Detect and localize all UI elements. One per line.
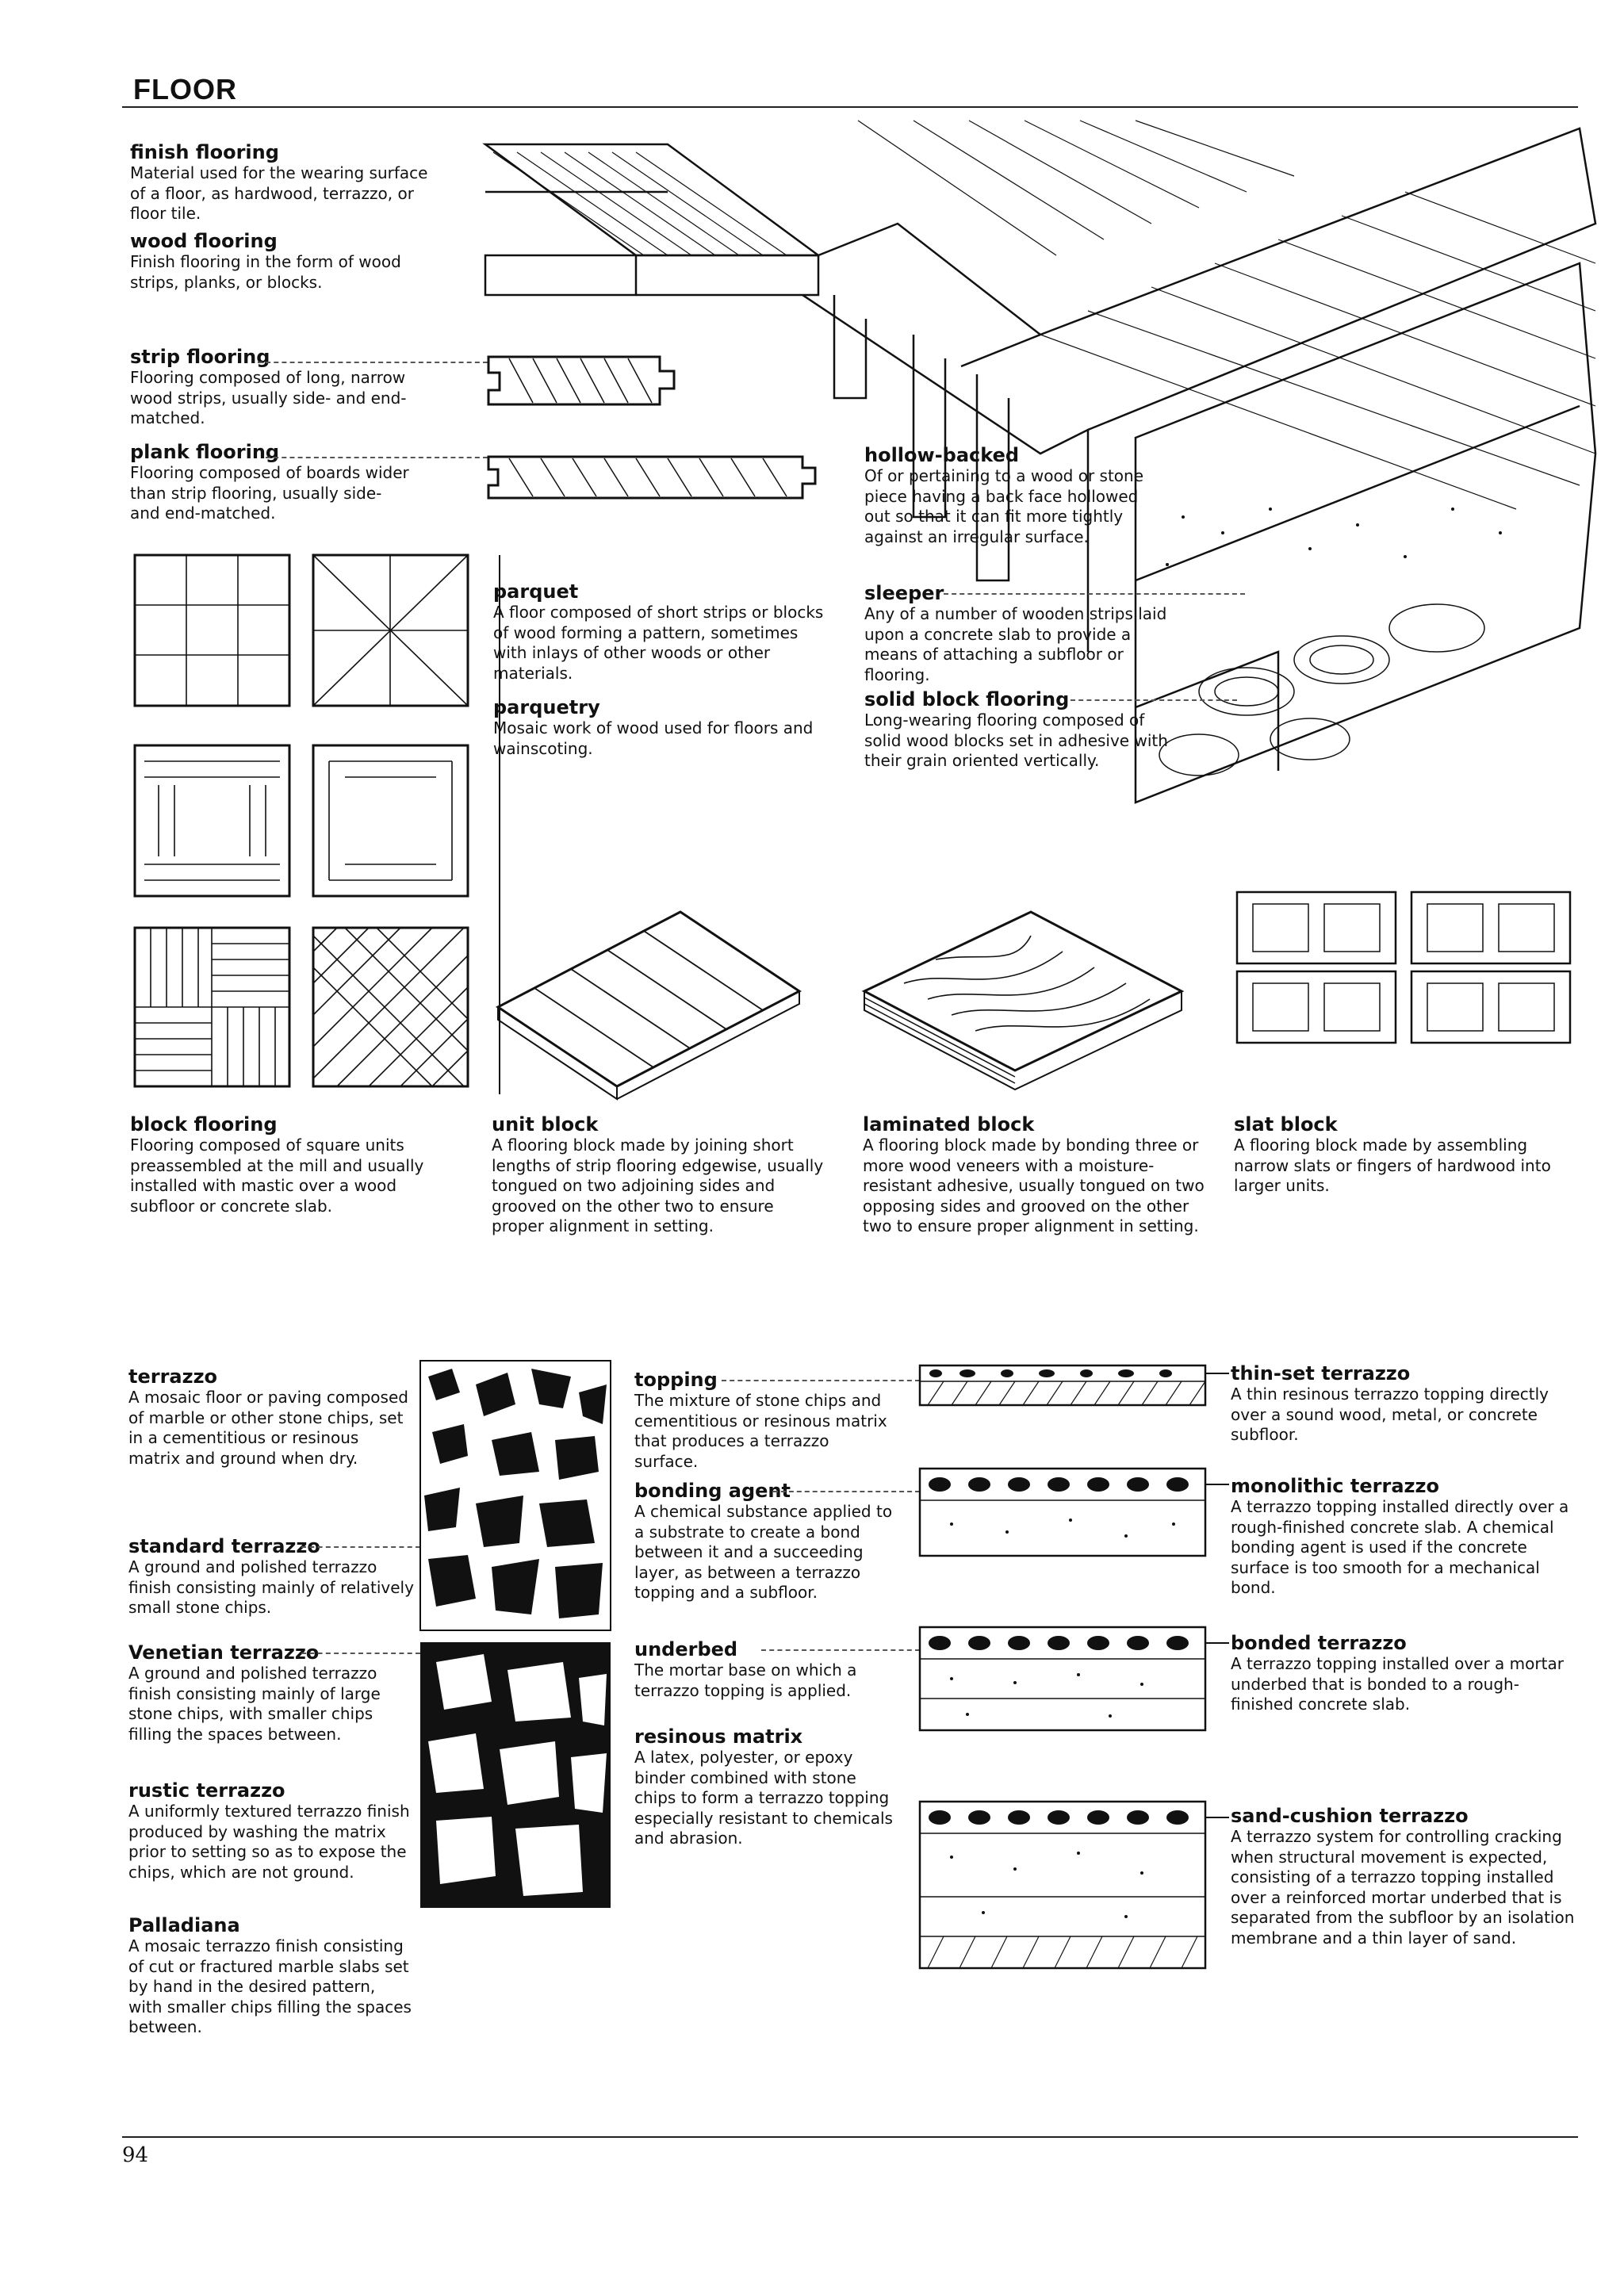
term-parquet: parquet: [493, 580, 579, 603]
def-palladiana: A mosaic terrazzo finish consisting of cut or fractured marble slabs set by hand in the desired pattern, with smaller chips filling the spaces between.: [128, 1936, 412, 2037]
term-unit-block: unit block: [492, 1113, 599, 1136]
entry-sleeper: [864, 582, 1182, 685]
entry-finish-flooring: [130, 141, 447, 224]
def-topping: The mixture of stone chips and cementitious or resinous matrix that produces a terrazzo surface.: [634, 1391, 887, 1471]
term-sand-cushion-terrazzo: sand-cushion terrazzo: [1231, 1805, 1469, 1827]
entry-plank-flooring: [130, 441, 416, 524]
def-block-flooring: Flooring composed of square units preassembled at the mill and usually installed with mastic over a wood subfloor or concrete slab.: [130, 1136, 424, 1216]
term-underbed: underbed: [634, 1638, 738, 1660]
def-wood-flooring: Finish flooring in the form of wood strips, planks, or blocks.: [130, 252, 401, 292]
def-unit-block: A flooring block made by joining short lengths of strip flooring edgewise, usually tongued on two adjoining sides and grooved on the other two to ensure proper alignment in setting.: [492, 1136, 824, 1236]
entry-strip-flooring: [130, 346, 447, 429]
def-terrazzo: A mosaic floor or paving composed of marble or other stone chips, set in a cementitious or resinous matrix and ground when dry.: [128, 1388, 408, 1468]
def-finish-flooring: Material used for the wearing surface of a floor, as hardwood, terrazzo, or floor tile.: [130, 163, 428, 224]
def-laminated-block: A flooring block made by bonding three or more wood veneers with a moisture-resistant adhesive, usually tongued on two opposing sides and grooved on the other two to ensure proper alignment in setting.: [863, 1136, 1205, 1236]
term-sleeper: sleeper: [864, 582, 944, 604]
unit-block-illustration: [490, 904, 807, 1094]
entry-palladiana: [128, 1914, 414, 2038]
footer-rule: [122, 2136, 1578, 2138]
term-bonding-agent: bonding agent: [634, 1480, 791, 1502]
entry-topping: [634, 1369, 896, 1472]
def-bonded-terrazzo: A terrazzo topping installed over a mortar underbed that is bonded to a rough-finished concrete slab.: [1231, 1654, 1564, 1714]
entry-monolithic-terrazzo: [1231, 1475, 1580, 1599]
entry-bonding-agent: [634, 1480, 896, 1603]
entry-rustic-terrazzo: [128, 1779, 414, 1882]
def-parquetry: Mosaic work of wood used for floors and wainscoting.: [493, 718, 814, 758]
terrazzo-sections: [920, 1358, 1213, 1992]
entry-unit-block: [492, 1113, 825, 1237]
def-slat-block: A flooring block made by assembling narrow slats or fingers of hardwood into larger units.: [1234, 1136, 1551, 1196]
term-thin-set-terrazzo: thin-set terrazzo: [1231, 1362, 1411, 1385]
leader-venetian-terrazzo: [301, 1653, 420, 1654]
entry-laminated-block: [863, 1113, 1212, 1237]
term-parquetry: parquetry: [493, 696, 600, 718]
term-rustic-terrazzo: rustic terrazzo: [128, 1779, 285, 1802]
page-number: 94: [122, 2143, 149, 2167]
entry-parquetry: [493, 696, 826, 759]
leader-bonding-agent: [773, 1491, 920, 1492]
entry-parquet: [493, 580, 826, 684]
def-plank-flooring: Flooring composed of boards wider than strip flooring, usually side- and end-matched.: [130, 463, 409, 523]
entry-underbed: [634, 1638, 896, 1701]
def-bonding-agent: A chemical substance applied to a substrate to create a bond between it and a succeeding layer, as between a terrazzo topping and a subfloor.: [634, 1502, 893, 1603]
def-sand-cushion-terrazzo: A terrazzo system for controlling cracking when structural movement is expected, consisting of a terrazzo topping installed over a reinforced mortar underbed that is separated from the subfloor by an isolation membrane and a thin layer of sand.: [1231, 1827, 1575, 1948]
entry-block-flooring: [130, 1113, 447, 1216]
laminated-block-illustration: [856, 904, 1189, 1086]
term-finish-flooring: finish flooring: [130, 141, 279, 163]
def-hollow-backed: Of or pertaining to a wood or stone piece having a back face hollowed out so that it can fit more tightly against an irregular surface.: [864, 466, 1144, 546]
def-thin-set-terrazzo: A thin resinous terrazzo topping directly over a sound wood, metal, or concrete subfloor.: [1231, 1385, 1549, 1445]
term-plank-flooring: plank flooring: [130, 441, 280, 463]
def-sleeper: Any of a number of wooden strips laid upon a concrete slab to provide a means of attaching a subfloor or flooring.: [864, 604, 1167, 684]
def-underbed: The mortar base on which a terrazzo topping is applied.: [634, 1660, 857, 1700]
leader-sleeper: [944, 593, 1245, 595]
leader-solid-block: [1071, 699, 1237, 701]
def-venetian-terrazzo: A ground and polished terrazzo finish consisting mainly of large stone chips, with smaller chips filling the spaces between.: [128, 1664, 381, 1744]
entry-bonded-terrazzo: [1231, 1632, 1580, 1715]
entry-resinous-matrix: [634, 1725, 896, 1849]
entry-hollow-backed: [864, 444, 1150, 547]
def-strip-flooring: Flooring composed of long, narrow wood strips, usually side- and end-matched.: [130, 368, 407, 428]
term-resinous-matrix: resinous matrix: [634, 1725, 803, 1748]
leader-standard-terrazzo: [301, 1546, 420, 1548]
def-parquet: A floor composed of short strips or blocks of wood forming a pattern, sometimes with inlays of other woods or other materials.: [493, 603, 824, 683]
leader-topping: [722, 1380, 920, 1381]
term-monolithic-terrazzo: monolithic terrazzo: [1231, 1475, 1439, 1497]
term-laminated-block: laminated block: [863, 1113, 1035, 1136]
entry-sand-cushion-terrazzo: [1231, 1805, 1580, 1949]
leader-strip: [258, 362, 488, 363]
page-title: FLOOR: [133, 73, 237, 105]
def-standard-terrazzo: A ground and polished terrazzo finish consisting mainly of relatively small stone chips.: [128, 1557, 414, 1618]
term-bonded-terrazzo: bonded terrazzo: [1231, 1632, 1407, 1654]
entry-slat-block: [1234, 1113, 1567, 1197]
term-topping: topping: [634, 1369, 718, 1391]
term-solid-block-flooring: solid block flooring: [864, 688, 1070, 710]
header-rule: [122, 106, 1578, 108]
term-venetian-terrazzo: Venetian terrazzo: [128, 1641, 320, 1664]
def-monolithic-terrazzo: A terrazzo topping installed directly over a rough-finished concrete slab. A chemical bonding agent is used if the concrete surface is too smooth for a mechanical bond.: [1231, 1497, 1569, 1598]
entry-wood-flooring: [130, 230, 447, 293]
parquet-patterns: [135, 555, 484, 1094]
leader-underbed: [761, 1649, 920, 1651]
entry-thin-set-terrazzo: [1231, 1362, 1580, 1446]
term-hollow-backed: hollow-backed: [864, 444, 1020, 466]
def-resinous-matrix: A latex, polyester, or epoxy binder combined with stone chips to form a terrazzo topping especially resistant to chemicals and abrasion.: [634, 1748, 893, 1848]
slat-block-illustration: [1237, 892, 1578, 1051]
term-wood-flooring: wood flooring: [130, 230, 278, 252]
leader-plank: [266, 457, 488, 458]
entry-venetian-terrazzo: [128, 1641, 414, 1745]
term-palladiana: Palladiana: [128, 1914, 240, 1936]
term-slat-block: slat block: [1234, 1113, 1338, 1136]
terrazzo-swatches: [420, 1361, 611, 1908]
term-block-flooring: block flooring: [130, 1113, 278, 1136]
def-rustic-terrazzo: A uniformly textured terrazzo finish produced by washing the matrix prior to setting so as to expose the chips, which are not ground.: [128, 1802, 410, 1882]
term-terrazzo: terrazzo: [128, 1365, 218, 1388]
term-strip-flooring: strip flooring: [130, 346, 270, 368]
entry-terrazzo: [128, 1365, 414, 1469]
def-solid-block-flooring: Long-wearing flooring composed of solid wood blocks set in adhesive with their grain oriented vertically.: [864, 710, 1168, 771]
term-standard-terrazzo: standard terrazzo: [128, 1535, 320, 1557]
